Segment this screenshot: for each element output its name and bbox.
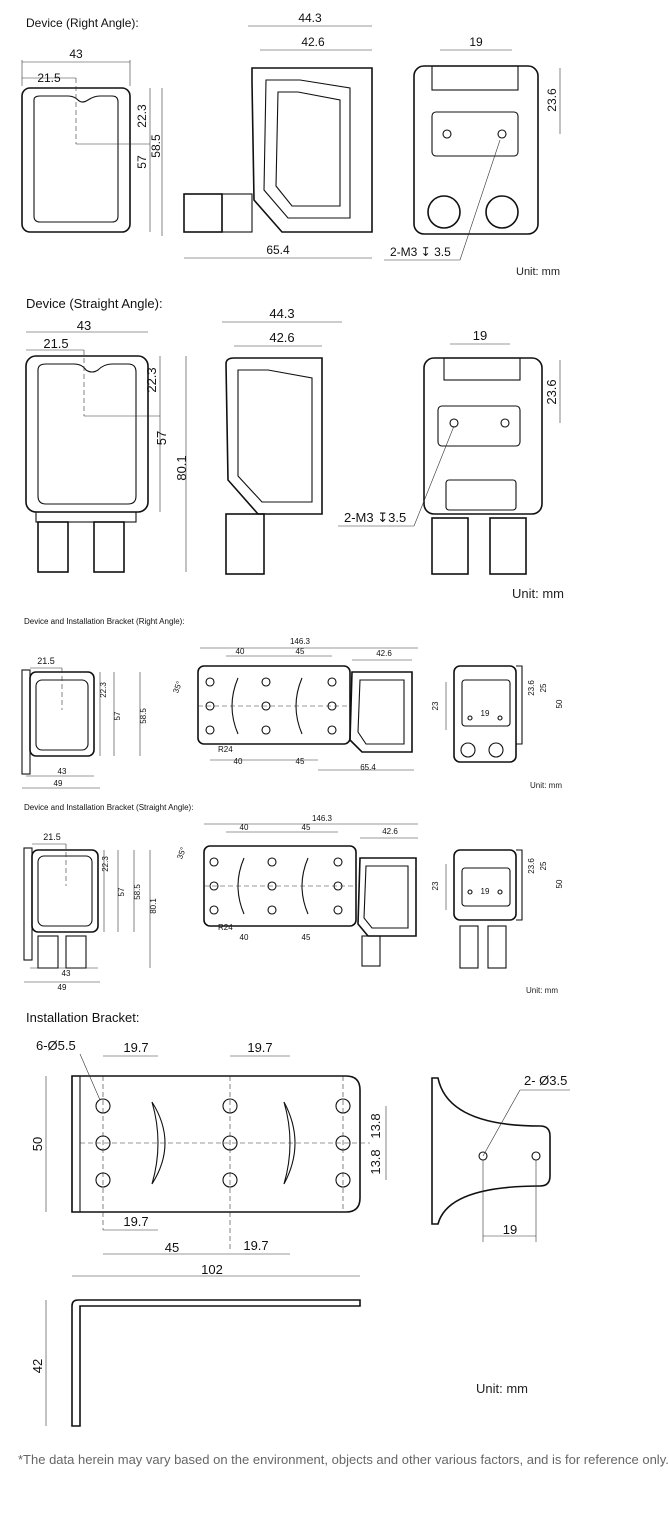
footnote: *The data herein may vary based on the environment, objects and other various factors, and is for reference only. (18, 1452, 669, 1467)
section-title-device-right-angle: Device (Right Angle): (26, 16, 139, 30)
dim-height-total: 58.5 (139, 708, 148, 724)
section-title-installation-bracket: Installation Bracket: (26, 1010, 140, 1025)
dim-spacing-b: 45 (295, 647, 305, 656)
drawing-device-straight-angle (0, 300, 585, 610)
dim-pitch-top-left: 19.7 (123, 1040, 149, 1055)
dim-side-spacing: 19 (502, 1222, 518, 1237)
dim-spacing-b-bottom: 45 (295, 757, 305, 766)
dim-total: 146.3 (289, 637, 311, 646)
dim-height-total2: 80.1 (149, 898, 158, 914)
unit-label-straight-angle: Unit: mm (512, 586, 564, 601)
dim-side-h: 23 (431, 881, 440, 891)
dim-offset: 45 (164, 1240, 180, 1255)
dim-depth-inner: 42.6 (269, 330, 295, 345)
dim-side-h: 23 (431, 701, 440, 711)
dim-length: 65.4 (360, 763, 376, 772)
unit-label-bracket-straight-angle: Unit: mm (526, 986, 558, 995)
dim-total: 146.3 (311, 814, 333, 823)
dim-height-total: 80.1 (174, 455, 189, 481)
dim-depth-inner: 42.6 (382, 827, 398, 836)
dim-pitch-bottom-left: 19.7 (123, 1214, 149, 1229)
dim-height: 57 (113, 711, 122, 721)
dim-depth: 44.3 (298, 11, 322, 25)
dim-side-d: 50 (555, 879, 564, 889)
dim-port-spacing: 19 (469, 35, 483, 49)
dim-length: 65.4 (266, 243, 290, 257)
dim-pitch-bottom-right: 19.7 (243, 1238, 269, 1253)
dim-half-width: 21.5 (43, 832, 61, 842)
dim-port-spacing: 19 (472, 328, 488, 343)
dim-depth-inner: 42.6 (301, 35, 325, 49)
dim-half-width: 21.5 (37, 656, 55, 666)
dim-height-total: 58.5 (149, 134, 163, 158)
dim-spacing-b: 45 (301, 823, 311, 832)
dim-side-a: 23.6 (527, 680, 536, 696)
dim-profile-h: 42 (30, 1358, 45, 1374)
dim-depth-inner: 42.6 (376, 649, 392, 658)
drawing-bracket-straight-angle (0, 806, 585, 996)
dim-spacing-b-bottom: 45 (301, 933, 311, 942)
dim-height: 50 (30, 1136, 45, 1152)
dim-row-bottom: 13.8 (368, 1149, 383, 1175)
dim-spacing-a: 40 (235, 647, 245, 656)
dim-height-total: 58.5 (133, 884, 142, 900)
dim-side-d: 50 (555, 699, 564, 709)
dim-height: 57 (117, 887, 126, 897)
dim-height: 57 (135, 155, 149, 169)
dim-side-b: 25 (539, 861, 548, 871)
drawing-bracket-right-angle (0, 620, 585, 800)
dim-side-b: 25 (539, 683, 548, 693)
dim-bracket-width: 49 (53, 779, 63, 788)
dim-port-height: 23.6 (545, 88, 559, 112)
dim-center-h: 22.3 (135, 104, 149, 128)
dim-thread: 2-M3 ↧3.5 (344, 510, 407, 525)
dim-center-h: 22.3 (99, 682, 108, 698)
unit-label-bracket-right-angle: Unit: mm (530, 781, 562, 790)
dim-angle: 35° (175, 845, 188, 861)
dim-spacing-a-bottom: 40 (233, 757, 243, 766)
dim-center-h: 22.3 (144, 367, 159, 393)
dim-depth: 44.3 (269, 306, 295, 321)
dim-center-h: 22.3 (101, 856, 110, 872)
dim-side-c: 19 (480, 709, 490, 718)
dim-row-top: 13.8 (368, 1113, 383, 1139)
dim-thread: 2-M3 ↧ 3.5 (390, 245, 451, 259)
unit-label-installation-bracket: Unit: mm (476, 1381, 528, 1396)
dim-spacing-a-bottom: 40 (239, 933, 249, 942)
section-title-device-straight-angle: Device (Straight Angle): (26, 296, 163, 311)
dim-side-holes: 2- Ø3.5 (524, 1073, 568, 1088)
dim-radius: R24 (218, 745, 233, 754)
dim-width: 43 (57, 767, 67, 776)
dim-spacing-a: 40 (239, 823, 249, 832)
dim-height: 57 (154, 430, 169, 446)
dim-holes: 6-Ø5.5 (36, 1038, 76, 1053)
dim-bracket-width: 49 (57, 983, 67, 992)
section-title-bracket-straight-angle: Device and Installation Bracket (Straight Angle): (24, 803, 194, 812)
dim-half-width: 21.5 (43, 336, 69, 351)
dim-pitch-top-right: 19.7 (247, 1040, 273, 1055)
dim-width: 43 (76, 318, 92, 333)
dim-side-a: 23.6 (527, 858, 536, 874)
dim-port-height: 23.6 (544, 379, 559, 405)
section-title-bracket-right-angle: Device and Installation Bracket (Right Angle): (24, 617, 185, 626)
dim-width: 43 (69, 47, 83, 61)
dim-angle: 35° (171, 679, 184, 695)
dim-length: 102 (201, 1262, 223, 1277)
dim-half-width: 21.5 (37, 71, 61, 85)
dim-radius: R24 (218, 923, 233, 932)
drawing-installation-bracket (0, 1030, 585, 1430)
drawing-device-right-angle (0, 0, 585, 285)
dim-side-c: 19 (480, 887, 490, 896)
dim-width: 43 (61, 969, 71, 978)
unit-label-right-angle: Unit: mm (516, 266, 560, 278)
